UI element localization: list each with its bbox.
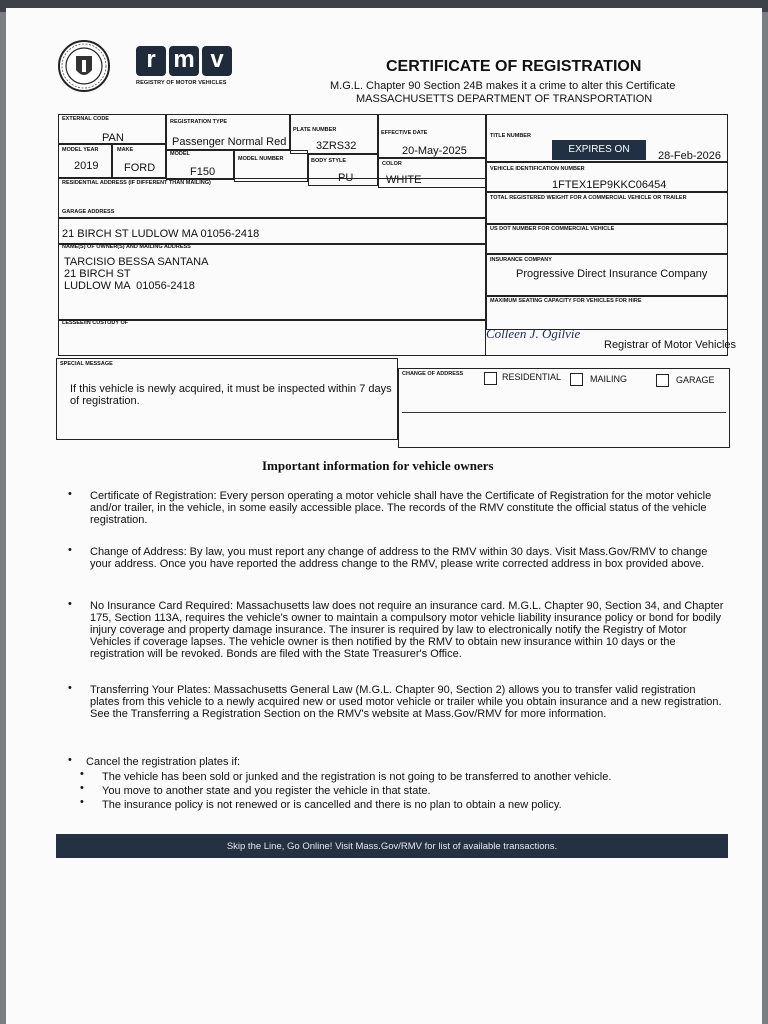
garage-option-label: GARAGE xyxy=(676,375,715,385)
massachusetts-seal-icon xyxy=(58,40,110,92)
garage-address-label: GARAGE ADDRESS xyxy=(62,209,115,215)
expires-on-date: 28-Feb-2026 xyxy=(658,150,721,162)
sub-bullet-icon: • xyxy=(80,768,84,780)
insurance-value: Progressive Direct Insurance Company xyxy=(516,268,708,280)
model-label: MODEL xyxy=(170,151,190,157)
model-year-value: 2019 xyxy=(74,160,99,172)
info-title: Important information for vehicle owners xyxy=(262,458,494,473)
plate-number-value: 3ZRS32 xyxy=(316,140,357,152)
plate-number-label: PLATE NUMBER xyxy=(293,127,337,133)
vin-label: VEHICLE IDENTIFICATION NUMBER xyxy=(490,166,585,172)
residential-checkbox[interactable] xyxy=(484,372,497,385)
cancel-reason-sold: The vehicle has been sold or junked and the registration is not going to be transferred to another vehicle. xyxy=(102,771,612,783)
insurance-label: INSURANCE COMPANY xyxy=(490,257,552,263)
color-value: WHITE xyxy=(386,174,422,186)
rmv-logo xyxy=(136,46,232,86)
cancel-reason-insurance: The insurance policy is not renewed or is cancelled and there is no plan to obtain a new policy. xyxy=(102,799,562,811)
special-message-text: If this vehicle is newly acquired, it must be inspected within 7 days of registration. xyxy=(70,383,392,407)
max-seating-label: MAXIMUM SEATING CAPACITY FOR VEHICLES FOR HIRE xyxy=(490,298,642,304)
logo-letter-v: v xyxy=(202,46,232,76)
address-write-line xyxy=(402,412,726,413)
owner-label: NAME(S) OF OWNER(S) AND MAILING ADDRESS xyxy=(62,244,191,250)
bullet-icon: • xyxy=(68,544,72,556)
total-weight-label: TOTAL REGISTERED WEIGHT FOR A COMMERCIAL VEHICLE OR TRAILER xyxy=(490,195,687,201)
sub-bullet-icon: • xyxy=(80,782,84,794)
model-year-label: MODEL YEAR xyxy=(62,147,99,153)
model-value: F150 xyxy=(190,166,216,178)
bullet-icon: • xyxy=(68,754,72,766)
logo-subtitle: REGISTRY OF MOTOR VEHICLES xyxy=(136,80,227,86)
make-label: MAKE xyxy=(117,147,134,153)
external-code-label: EXTERNAL CODE xyxy=(62,116,109,122)
info-paragraph-cancel: Cancel the registration plates if: xyxy=(86,756,241,768)
cancel-reason-moved: You move to another state and you register the vehicle in that state. xyxy=(102,785,431,797)
effective-date-label: EFFECTIVE DATE xyxy=(381,130,428,136)
online-services-banner: Skip the Line, Go Online! Visit Mass.Gov/RMV for list of available transactions. xyxy=(56,834,728,858)
info-paragraph-plates: Transferring Your Plates: Massachusetts General Law (M.G.L. Chapter 90, Section 2) allows you to transfer valid registration plates from this vehicle to a newly acquired new or used motor vehicle or trailer while you obtain insurance and a new registration. See the Transferring a Registration Section on the RMV's website at Mass.Gov/RMV for more information. xyxy=(90,684,722,720)
us-dot-label: US DOT NUMBER FOR COMMERCIAL VEHICLE xyxy=(490,226,615,232)
model-number-label: MODEL NUMBER xyxy=(238,156,284,162)
make-value: FORD xyxy=(124,162,156,174)
legal-notice: M.G.L. Chapter 90 Section 24B makes it a crime to alter this Certificate xyxy=(330,80,676,92)
body-style-label: BODY STYLE xyxy=(311,158,347,164)
effective-date-value: 20-May-2025 xyxy=(402,145,467,157)
registration-type-label: REGISTRATION TYPE xyxy=(170,119,228,125)
page-title: CERTIFICATE OF REGISTRATION xyxy=(386,58,642,75)
bullet-icon: • xyxy=(68,682,72,694)
registration-type-value: Passenger Normal Red xyxy=(172,136,287,148)
vin-value: 1FTEX1EP9KKC06454 xyxy=(552,179,667,191)
garage-checkbox[interactable] xyxy=(656,374,669,387)
owner-name-address: TARCISIO BESSA SANTANA 21 BIRCH ST LUDLOW MA 01056-2418 xyxy=(64,256,209,292)
mailing-checkbox[interactable] xyxy=(570,373,583,386)
garage-address-value: 21 BIRCH ST LUDLOW MA 01056-2418 xyxy=(62,228,260,240)
body-style-value: PU xyxy=(338,172,354,184)
department-name: MASSACHUSETTS DEPARTMENT OF TRANSPORTATION xyxy=(356,93,653,105)
logo-letter-r: r xyxy=(136,46,166,76)
info-paragraph-insurance: No Insurance Card Required: Massachusetts law does not require an insurance card. M.G.L. Chapter 90, Section 34, and Chapter 175, Section 113A, requires the vehicle's owner to maintain a compulsory motor vehicle liability insurance policy or bond for bodily injury coverage and property damage insurance. The insurer is required by law to electronically notify the Registry of Motor Vehicles if coverage lapses. The vehicle owner is then notified by the RMV to obtain new insurance within 10 days or the registration will be revoked. Bonds are filed with the State Treasurer's Office. xyxy=(90,600,724,660)
info-paragraph-registration: Certificate of Registration: Every person operating a motor vehicle shall have the Certificate of Registration for the motor vehicle and/or trailer, in the vehicle, in some easily accessible place. The records of the RMV constitute the official status of the vehicle registration. xyxy=(90,490,712,526)
bullet-icon: • xyxy=(68,598,72,610)
expires-on-badge: EXPIRES ON xyxy=(552,140,646,160)
title-number-label: TITLE NUMBER xyxy=(490,133,531,139)
info-paragraph-address: Change of Address: By law, you must report any change of address to the RMV within 30 days. Visit Mass.Gov/RMV to change your address. Once you have reported the address change to the RMV, please write corrected address in box provided above. xyxy=(90,546,708,570)
external-code-value: PAN xyxy=(102,132,124,144)
residential-option-label: RESIDENTIAL xyxy=(502,372,562,382)
lessee-label: LESSEE/IN CUSTODY OF xyxy=(62,320,129,326)
registrar-label: Registrar of Motor Vehicles xyxy=(604,339,737,351)
change-of-address-label: CHANGE OF ADDRESS xyxy=(402,371,464,377)
residential-address-label: RESIDENTIAL ADDRESS (IF DIFFERENT THAN MAILING) xyxy=(62,180,211,186)
sub-bullet-icon: • xyxy=(80,796,84,808)
bullet-icon: • xyxy=(68,488,72,500)
special-message-label: SPECIAL MESSAGE xyxy=(60,361,113,367)
mailing-option-label: MAILING xyxy=(590,374,628,384)
logo-letter-m: m xyxy=(169,46,199,76)
registrar-signature: Colleen J. Ogilvie xyxy=(486,326,581,341)
color-label: COLOR xyxy=(382,161,402,167)
